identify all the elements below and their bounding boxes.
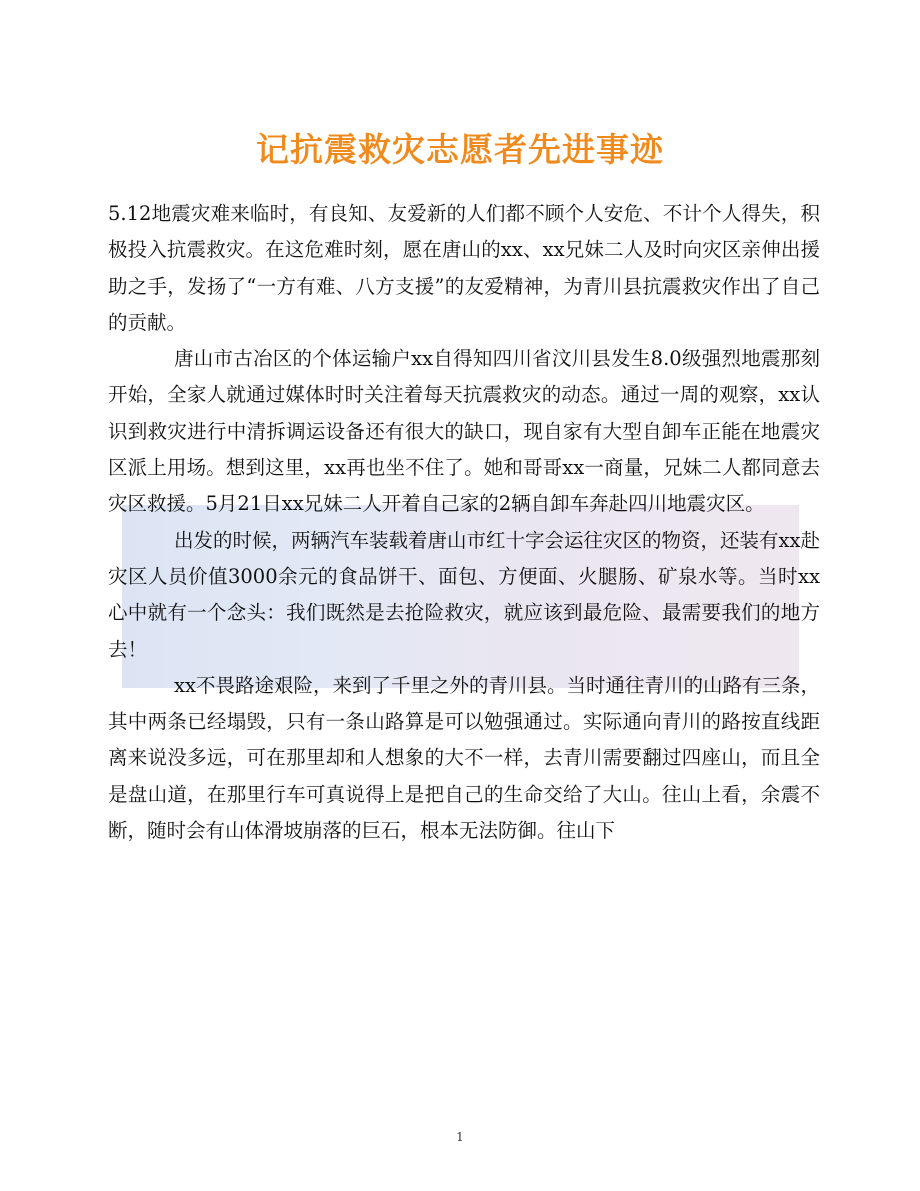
- paragraph-1: 5.12地震灾难来临时，有良知、友爱新的人们都不顾个人安危、不计个人得失，积极投入抗震救灾。在这危难时刻，愿在唐山的xx、xx兄妹二人及时向灾区亲伸出援助之手，发扬了“一方有难、八方支援”的友爱精神，为青川县抗震救灾作出了自己的贡献。: [108, 202, 820, 334]
- page-number: 1: [456, 1130, 464, 1144]
- document-body: [108, 196, 820, 849]
- document-title: 记抗震救灾志愿者先进事迹: [256, 130, 664, 170]
- paragraph-3: 出发的时候，两辆汽车装载着唐山市红十字会运往灾区的物资，还装有xx赴灾区人员价值3000余元的食品饼干、面包、方便面、火腿肠、矿泉水等。当时xx心中就有一个念头：我们既然是去抢险救灾，就应该到最危险、最需要我们的地方去！: [108, 528, 820, 661]
- paragraph-4: xx不畏路途艰险，来到了千里之外的青川县。当时通往青川的山路有三条，其中两条已经塌毁，只有一条山路算是可以勉强通过。实际通向青川的路按直线距离来说没多远，可在那里却和人想象的大不一样，去青川需要翻过四座山，而且全是盘山道，在那里行车可真说得上是把自己的生命交给了大山。往山上看，余震不断，随时会有山体滑坡崩落的巨石，根本无法防御。往山下: [108, 673, 820, 843]
- paragraph-2: 唐山市古冶区的个体运输户xx自得知四川省汶川县发生8.0级强烈地震那刻开始，全家人就通过媒体时时关注着每天抗震救灾的动态。通过一周的观察，xx认识到救灾进行中清拆调运设备还有很大的缺口，现自家有大型自卸车正能在地震灾区派上用场。想到这里，xx再也坐不住了。她和哥哥xx一商量，兄妹二人都同意去灾区救援。5月21日xx兄妹二人开着自己家的2辆自卸车奔赴四川地震灾区。: [108, 347, 820, 516]
